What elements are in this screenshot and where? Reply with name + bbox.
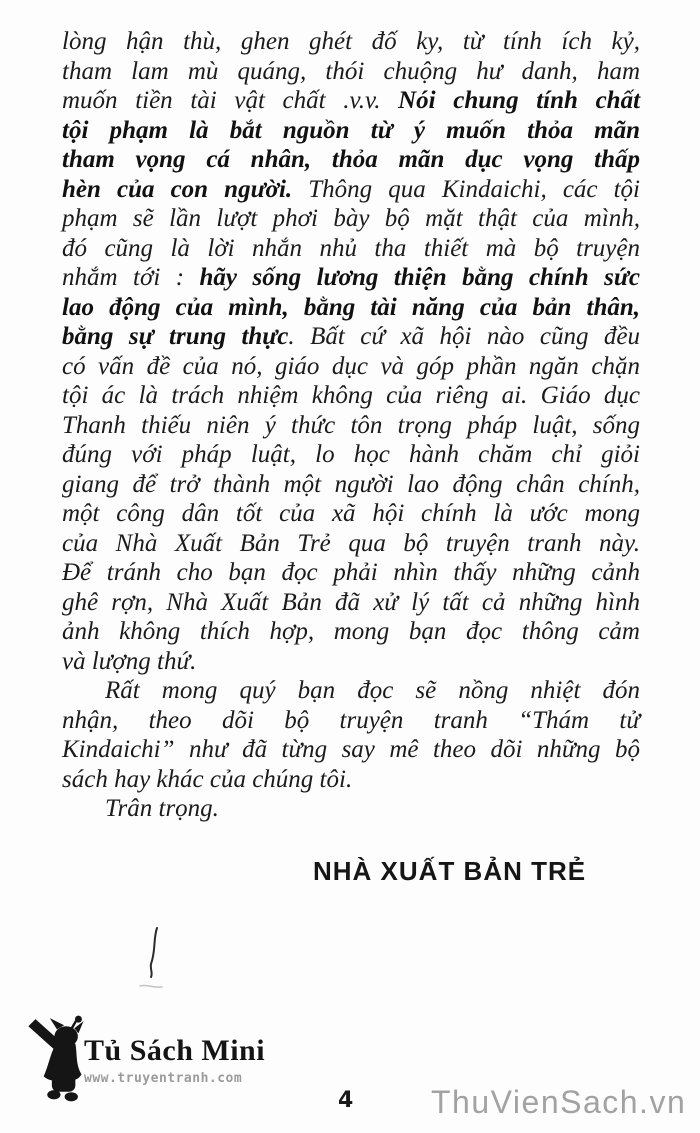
text-run: ảnh không thích hợp, mong bạn đọc thông cảm bbox=[62, 618, 640, 645]
text-line bbox=[62, 735, 640, 765]
scan-artifact-smudge bbox=[138, 982, 164, 992]
text-run: Rất mong quý bạn đọc sẽ nồng nhiệt đón bbox=[105, 677, 640, 704]
logo-url: www.truyentranh.com bbox=[84, 1071, 243, 1086]
text-line bbox=[62, 706, 640, 736]
text-run: tội ác là trách nhiệm không của riêng ai. Giáo dục bbox=[62, 382, 640, 409]
text-line bbox=[62, 676, 640, 706]
text-run: Trân trọng. bbox=[105, 795, 219, 822]
text-run: phạm sẽ lần lượt phơi bày bộ mặt thật của mình, bbox=[62, 205, 640, 232]
text-line bbox=[62, 86, 640, 116]
text-run: Kindaichi” như đã từng say mê theo dõi những bộ bbox=[62, 736, 640, 763]
text-line bbox=[62, 647, 640, 677]
text-line bbox=[62, 204, 640, 234]
text-line bbox=[62, 558, 640, 588]
text-line bbox=[62, 529, 640, 559]
text-run: . Bất cứ xã hội nào cũng đều bbox=[288, 323, 640, 350]
text-line bbox=[62, 588, 640, 618]
text-run: nhận, theo dõi bộ truyện tranh “Thám tử bbox=[62, 706, 640, 734]
text-line bbox=[62, 765, 640, 795]
text-line bbox=[62, 263, 640, 293]
page-number: 4 bbox=[338, 1088, 354, 1113]
text-line bbox=[62, 175, 640, 205]
text-run: của Nhà Xuất Bản Trẻ qua bộ truyện tranh này. bbox=[62, 529, 640, 557]
text-run: lòng hận thù, ghen ghét đố ky, từ tính ích kỷ, bbox=[62, 28, 640, 55]
bold-text-run: lao động của mình, bằng tài năng của bản thân, bbox=[62, 293, 640, 321]
text-line bbox=[62, 145, 640, 175]
scan-artifact-mark bbox=[146, 926, 164, 980]
text-line bbox=[62, 322, 640, 352]
text-run: tham lam mù quáng, thói chuộng hư danh, ham bbox=[62, 57, 640, 85]
text-run: muốn tiền tài vật chất .v.v. bbox=[62, 87, 399, 114]
text-line bbox=[62, 293, 640, 323]
text-line bbox=[62, 381, 640, 411]
bold-text-run: tham vọng cá nhân, thỏa mãn dục vọng thấp bbox=[62, 146, 640, 173]
text-run: đó cũng là lời nhắn nhủ tha thiết mà bộ truyện bbox=[62, 234, 640, 262]
text-line bbox=[62, 57, 640, 87]
publisher-signature: NHÀ XUẤT BẢN TRẺ bbox=[313, 855, 587, 886]
text-run: giang để trở thành một người lao động chân chính, bbox=[62, 470, 640, 498]
text-line bbox=[62, 470, 640, 500]
text-run: một công dân tốt của xã hội chính là ước mong bbox=[62, 500, 640, 527]
text-line bbox=[62, 234, 640, 264]
text-run: Thông qua Kindaichi, các tội bbox=[292, 175, 640, 203]
bold-text-run: Nói chung tính chất bbox=[398, 87, 641, 114]
logo-title: Tủ Sách Mini bbox=[84, 1034, 266, 1067]
text-run: nhắm tới : bbox=[62, 264, 200, 291]
text-line bbox=[62, 352, 640, 382]
text-run: Thanh thiếu niên ý thức tôn trọng pháp luật, sống bbox=[62, 411, 640, 439]
text-run: và lượng thứ. bbox=[62, 647, 197, 675]
site-watermark: ThuVienSach.vn bbox=[431, 1084, 687, 1120]
bold-text-run: hãy sống lương thiện bằng chính sức bbox=[199, 264, 640, 291]
bold-text-run: bằng sự trung thực bbox=[62, 323, 289, 350]
text-line bbox=[62, 440, 640, 470]
text-run: có vấn đề của nó, giáo dục và góp phần ngăn chặn bbox=[62, 352, 640, 380]
body-text bbox=[62, 27, 640, 886]
text-line bbox=[62, 499, 640, 529]
bold-text-run: tội phạm là bắt nguồn từ ý muốn thỏa mãn bbox=[62, 116, 640, 144]
text-run: Để tránh cho bạn đọc phải nhìn thấy những cảnh bbox=[62, 559, 640, 586]
text-line bbox=[62, 411, 640, 441]
text-line bbox=[62, 617, 640, 647]
bold-text-run: hèn của con người. bbox=[62, 175, 293, 203]
samurai-mascot-icon bbox=[26, 1014, 92, 1106]
text-run: sách hay khác của chúng tôi. bbox=[62, 765, 353, 793]
text-line bbox=[62, 116, 640, 146]
text-run: đúng với pháp luật, lo học hành chăm chỉ giỏi bbox=[62, 441, 640, 468]
text-line bbox=[62, 27, 640, 57]
text-line bbox=[62, 794, 640, 824]
text-run: ghê rợn, Nhà Xuất Bản đã xử lý tất cả những hình bbox=[62, 588, 640, 616]
publisher-logo bbox=[26, 1014, 326, 1109]
